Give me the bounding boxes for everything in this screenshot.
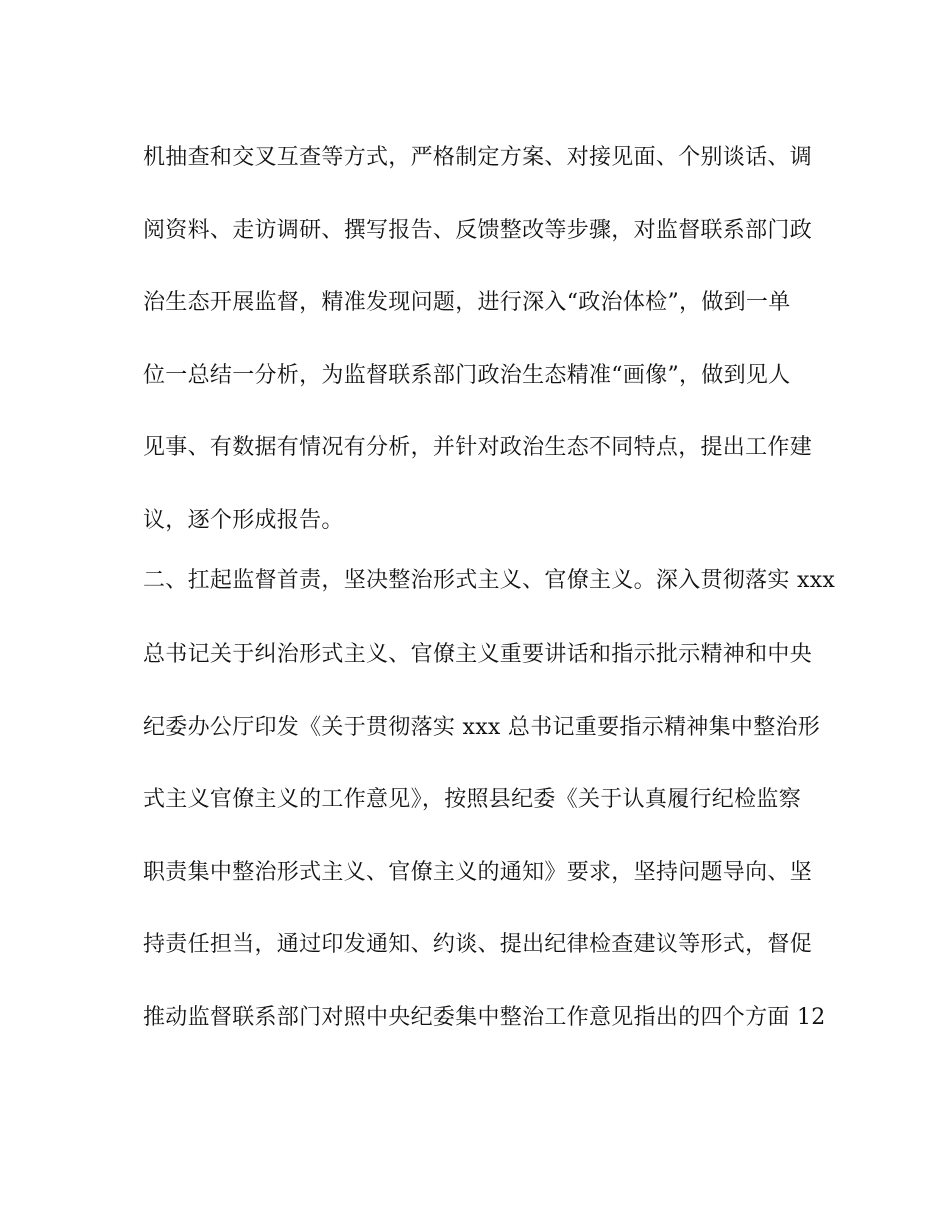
paragraph-line: 议，逐个形成报告。 — [143, 508, 344, 533]
paragraph-line: 职责集中整治形式主义、官僚主义的通知》要求，坚持问题导向、坚 — [143, 860, 813, 885]
paragraph-line: 机抽查和交叉互查等方式，严格制定方案、对接见面、个别谈话、调 — [143, 145, 813, 170]
paragraph-line: 阅资料、走访调研、撰写报告、反馈整改等步骤，对监督联系部门政 — [143, 218, 813, 243]
paragraph-line: 见事、有数据有情况有分析，并针对政治生态不同特点，提出工作建 — [143, 435, 813, 460]
paragraph-line: 纪委办公厅印发《关于贯彻落实 xxx 总书记重要指示精神集中整治形 — [143, 715, 821, 740]
paragraph-line: 治生态开展监督，精准发现问题，进行深入“政治体检”，做到一单 — [143, 290, 791, 315]
paragraph-line: 持责任担当，通过印发通知、约谈、提出纪律检查建议等形式，督促 — [143, 932, 813, 957]
paragraph-line: 推动监督联系部门对照中央纪委集中整治工作意见指出的四个方面 12 — [143, 1005, 826, 1030]
paragraph-line: 总书记关于纠治形式主义、官僚主义重要讲话和指示批示精神和中央 — [143, 642, 813, 667]
paragraph-line: 式主义官僚主义的工作意见》，按照县纪委《关于认真履行纪检监察 — [143, 787, 802, 812]
paragraph-line: 位一总结一分析，为监督联系部门政治生态精准“画像”，做到见人 — [143, 363, 791, 388]
section-heading-line: 二、扛起监督首责，坚决整治形式主义、官僚主义。深入贯彻落实 xxx — [143, 568, 836, 593]
